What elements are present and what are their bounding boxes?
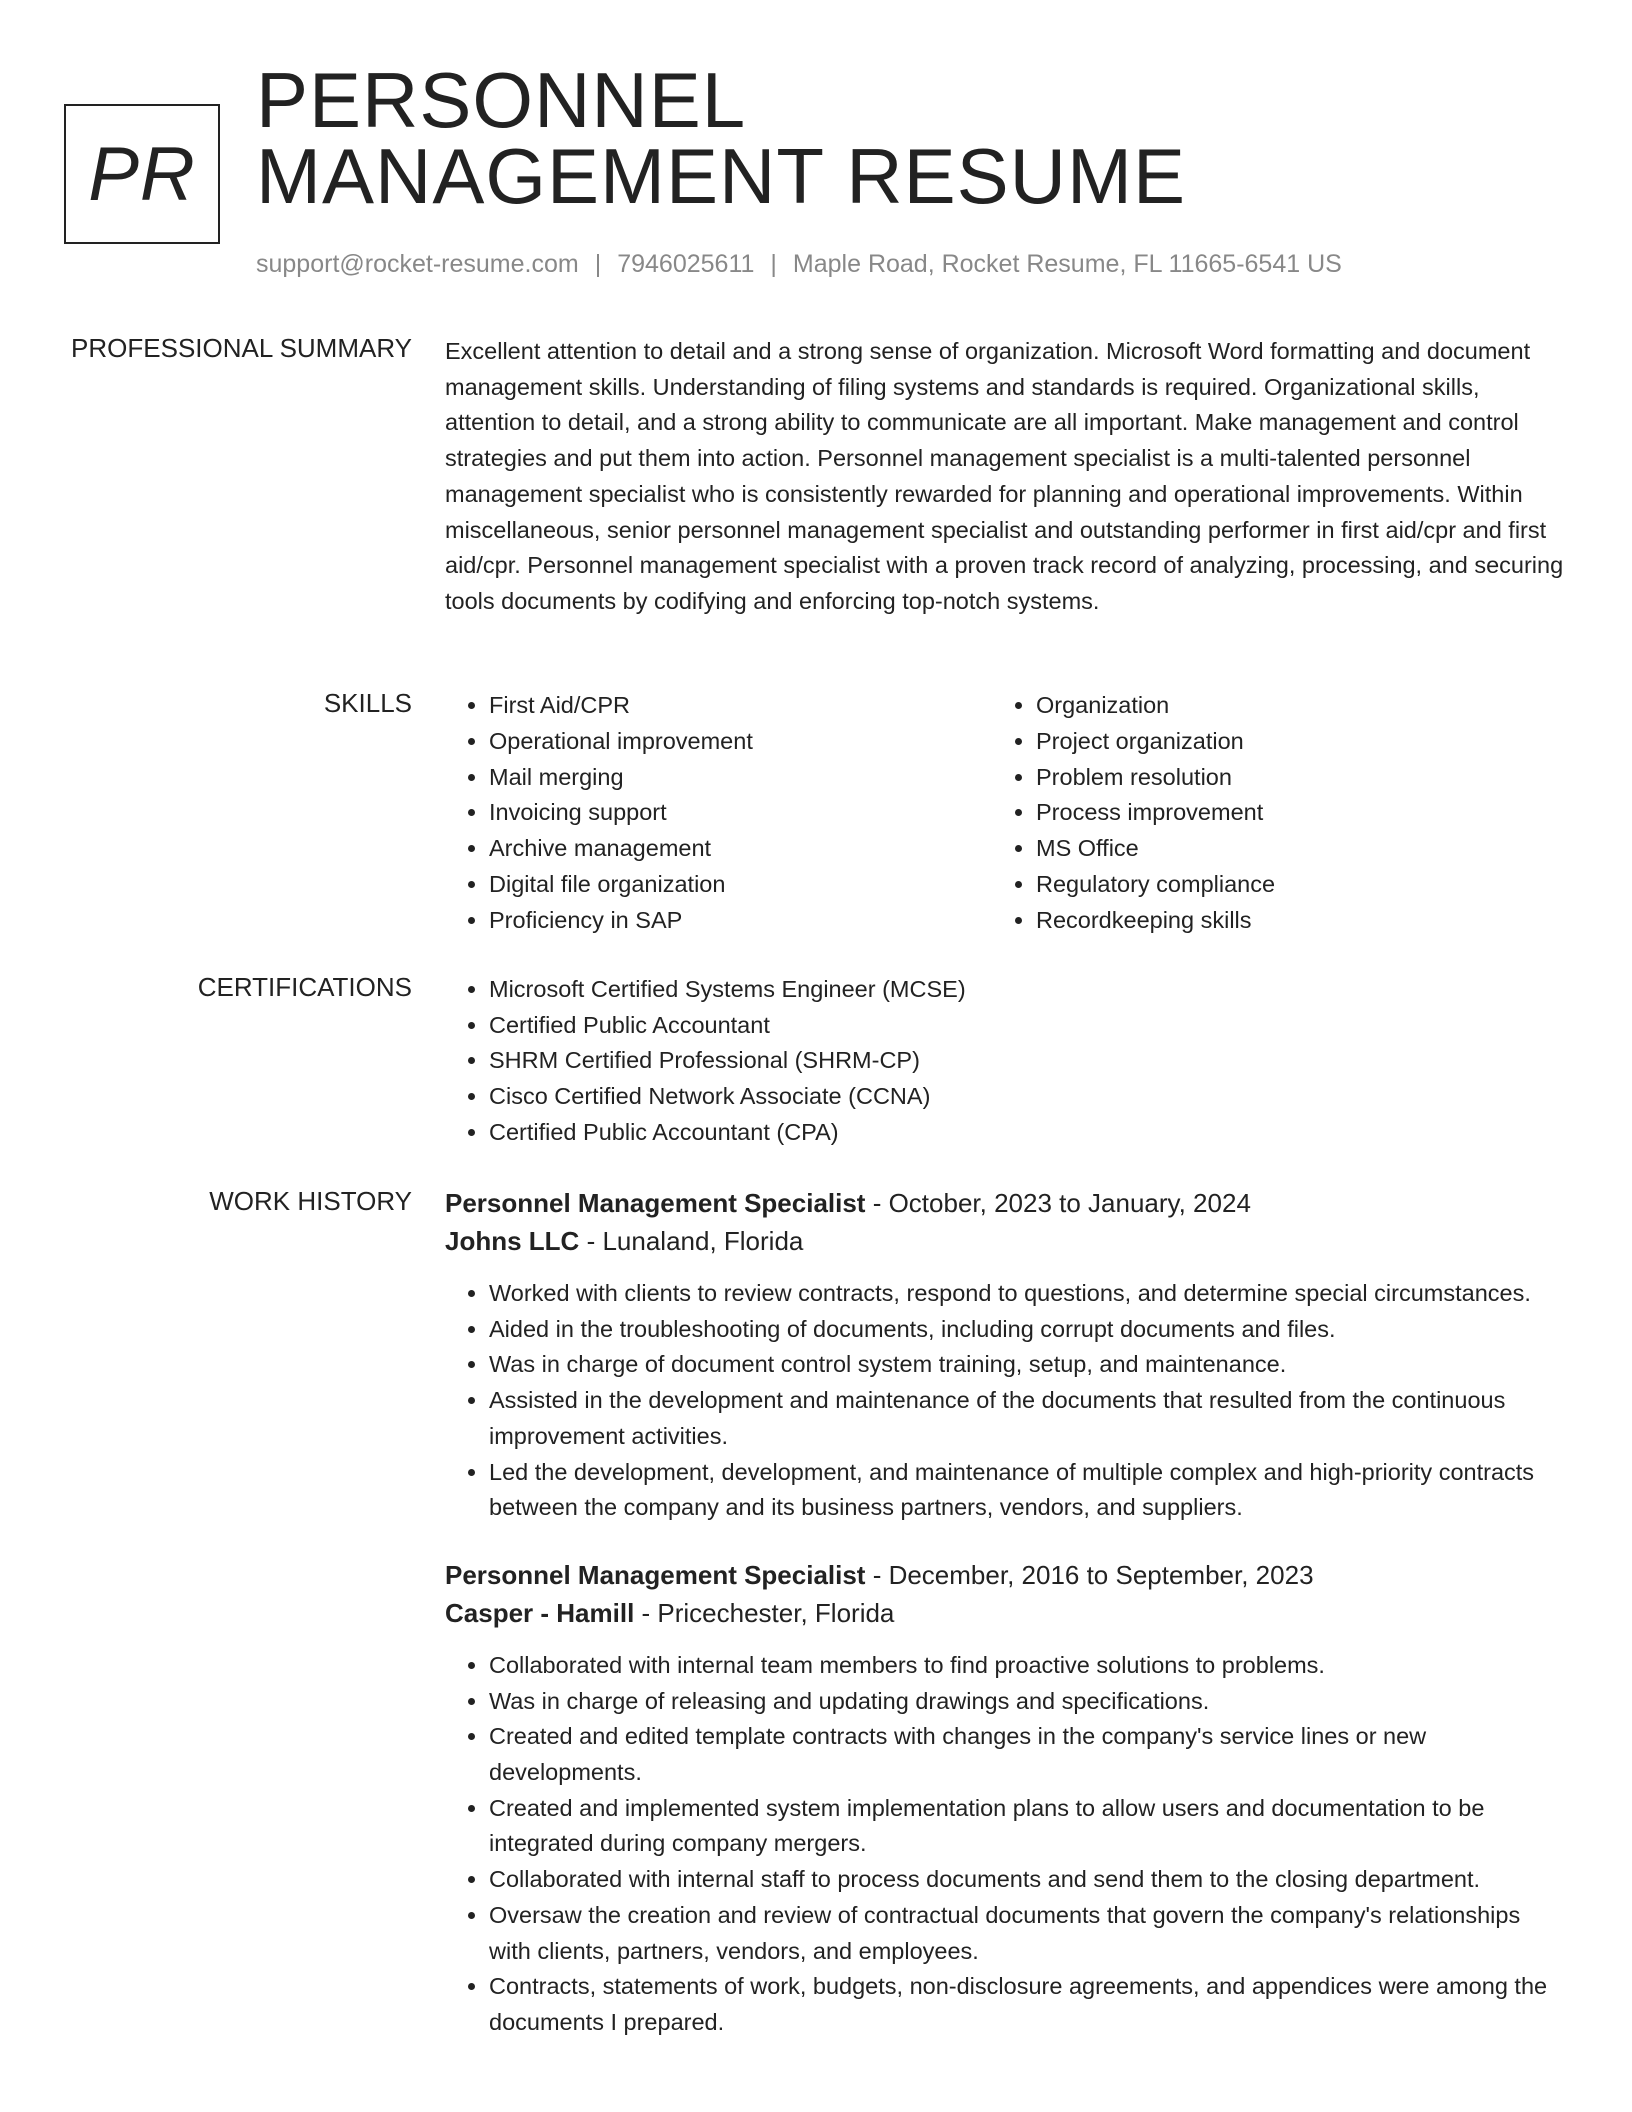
section-label-work-history: WORK HISTORY	[209, 1186, 412, 1216]
resume-title	[256, 56, 1186, 220]
job-duty-item: • Created and edited template contracts with changes in the company's service lines or new developments.	[489, 1719, 1565, 1790]
job-duty-item: • Oversaw the creation and review of contractual documents that govern the company's relationships with clients, partners, vendors, and employees.	[489, 1898, 1565, 1969]
job-duty-item: • Led the development, development, and maintenance of multiple complex and high-priority contracts between the company and its business partners, vendors, and suppliers.	[489, 1455, 1565, 1526]
certification-item: • Certified Public Accountant	[489, 1008, 1565, 1044]
certifications-list	[445, 972, 1565, 1151]
skill-item: • MS Office	[1036, 831, 1576, 867]
monogram-logo: PR	[64, 104, 220, 244]
skill-item: • Invoicing support	[489, 795, 1029, 831]
section-label-summary: PROFESSIONAL SUMMARY	[71, 333, 412, 363]
job-duty-item: • Was in charge of document control system training, setup, and maintenance.	[489, 1347, 1565, 1383]
skills-list-right	[992, 688, 1576, 939]
job-title-line	[445, 1184, 1565, 1222]
job-duty-item: • Assisted in the development and maintenance of the documents that resulted from the continuous improvement activities.	[489, 1383, 1565, 1454]
certifications-content	[445, 972, 1565, 1151]
job-duty-item: • Contracts, statements of work, budgets, non-disclosure agreements, and appendices were among the documents I prepared.	[489, 1969, 1565, 2040]
skill-item: • Digital file organization	[489, 867, 1029, 903]
section-label-skills: SKILLS	[323, 688, 412, 718]
section-label-certifications: CERTIFICATIONS	[197, 972, 412, 1002]
job-company-line	[445, 1594, 1565, 1632]
contact-email[interactable]: support@rocket-resume.com	[256, 250, 579, 278]
job-entry	[445, 1556, 1565, 2041]
contact-separator: |	[594, 250, 602, 278]
skill-item: • Regulatory compliance	[1036, 867, 1576, 903]
certification-item: • Microsoft Certified Systems Engineer (MCSE)	[489, 972, 1565, 1008]
job-company-line	[445, 1222, 1565, 1260]
job-dates: - October, 2023 to January, 2024	[865, 1188, 1251, 1218]
job-duty-item: • Aided in the troubleshooting of documents, including corrupt documents and files.	[489, 1312, 1565, 1348]
work-history-content	[445, 1184, 1565, 2041]
job-location: - Pricechester, Florida	[634, 1597, 895, 1628]
skill-item: • Mail merging	[489, 760, 1029, 796]
job-duty-item: • Collaborated with internal staff to process documents and send them to the closing department.	[489, 1862, 1565, 1898]
skill-item: • Proficiency in SAP	[489, 903, 1029, 939]
certification-item: • SHRM Certified Professional (SHRM-CP)	[489, 1043, 1565, 1079]
skill-item: • Recordkeeping skills	[1036, 903, 1576, 939]
summary-text: Excellent attention to detail and a strong sense of organization. Microsoft Word formatting and document management skills. Understanding of filing systems and standards is required. Organizational skills, attention to detail, and a strong ability to communicate are all important. Make management and control strategies and put them into action. Personnel management specialist is a multi-talented personnel management specialist who is consistently rewarded for planning and operational improvements. Within miscellaneous, senior personnel management specialist and outstanding performer in first aid/cpr and first aid/cpr. Personnel management specialist with a proven track record of analyzing, processing, and securing tools documents by codifying and enforcing top-notch systems.	[445, 338, 1564, 614]
contact-address: Maple Road, Rocket Resume, FL 11665-6541 US	[792, 250, 1342, 278]
skill-item: • First Aid/CPR	[489, 688, 1029, 724]
job-duty-item: • Worked with clients to review contracts, respond to questions, and determine special circumstances.	[489, 1276, 1565, 1312]
job-duty-item: • Was in charge of releasing and updating drawings and specifications.	[489, 1684, 1565, 1720]
certification-item: • Certified Public Accountant (CPA)	[489, 1115, 1565, 1151]
job-location: - Lunaland, Florida	[579, 1226, 804, 1256]
job-company: Casper - Hamill	[445, 1597, 635, 1628]
contact-phone[interactable]: 7946025611	[617, 250, 755, 278]
job-dates: - December, 2016 to September, 2023	[865, 1559, 1314, 1590]
contact-line	[256, 250, 1342, 279]
job-entry	[445, 1184, 1565, 1526]
skill-item: • Archive management	[489, 831, 1029, 867]
job-title: Personnel Management Specialist	[445, 1559, 866, 1590]
job-duties-list	[445, 1276, 1565, 1526]
job-duty-item: • Created and implemented system implementation plans to allow users and documentation to be integrated during company mergers.	[489, 1791, 1565, 1862]
job-company: Johns LLC	[445, 1226, 580, 1256]
skill-item: • Operational improvement	[489, 724, 1029, 760]
job-duties-list	[445, 1648, 1565, 2041]
job-duty-item: • Collaborated with internal team members to find proactive solutions to problems.	[489, 1648, 1565, 1684]
job-title-line	[445, 1556, 1565, 1594]
skill-item: • Organization	[1036, 688, 1576, 724]
certification-item: • Cisco Certified Network Associate (CCNA)	[489, 1079, 1565, 1115]
skill-item: • Process improvement	[1036, 795, 1576, 831]
contact-separator: |	[770, 250, 777, 278]
resume-title-line-1: PERSONNEL	[256, 56, 747, 144]
resume-title-line-2: MANAGEMENT RESUME	[256, 132, 1186, 220]
skill-item: • Problem resolution	[1036, 760, 1576, 796]
skills-list-left	[445, 688, 1029, 939]
skill-item: • Project organization	[1036, 724, 1576, 760]
job-title: Personnel Management Specialist	[445, 1188, 866, 1218]
